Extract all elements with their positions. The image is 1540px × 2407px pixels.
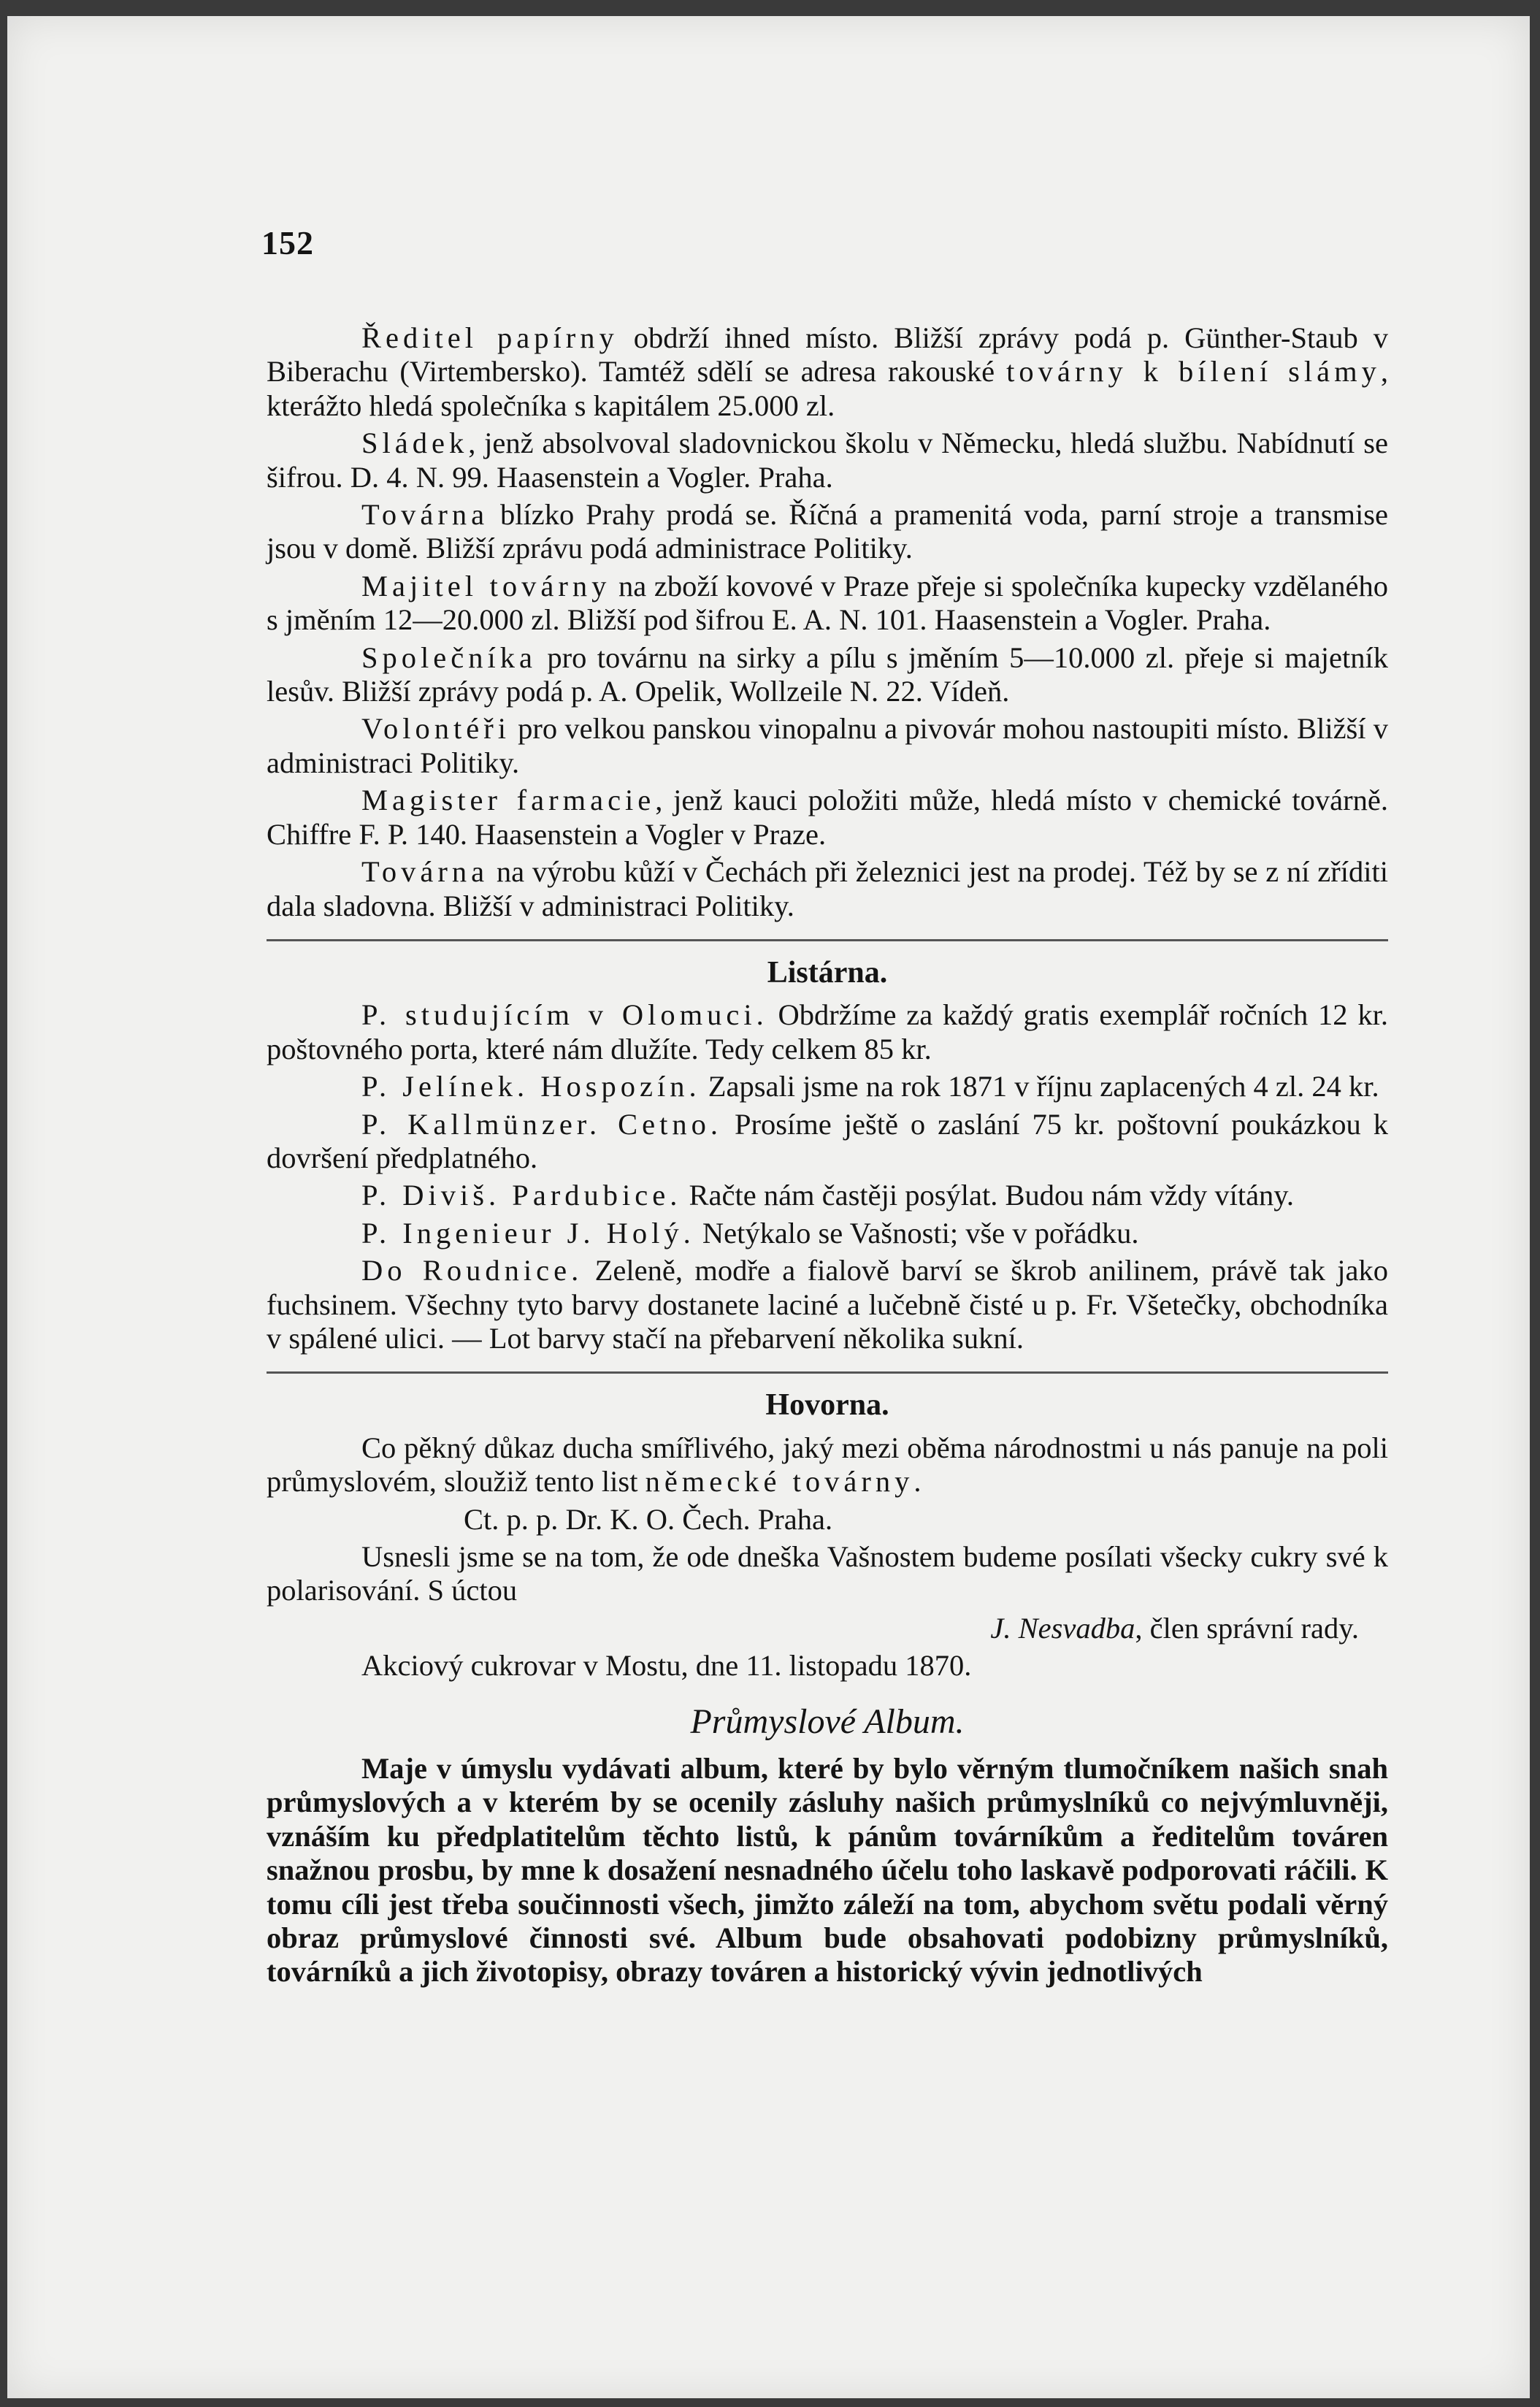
letter-text: Prosíme ještě o zaslání 75 kr. poštovní poukázkou k dovršení předplatného.: [267, 1107, 1388, 1174]
ad-text: , jenž kauci položiti může, hledá místo v chemické továrně. Chiffre F. P. 140. Haasenstein a Vogler v Praze.: [267, 784, 1388, 851]
album-heading: Průmyslové Album.: [690, 1702, 965, 1741]
hovorna-addressee: Ct. p. p. Dr. K. O. Čech. Praha.: [464, 1502, 833, 1536]
ad-lead: Volontéři: [361, 712, 510, 746]
letter-item: [267, 998, 1388, 1066]
letter-item: [267, 1070, 1388, 1103]
ad-paragraph: [267, 712, 1388, 780]
letter-text: Netýkalo se Vašnosti; vše v pořádku.: [694, 1216, 1139, 1250]
ad-text: pro továrnu na sirky a pílu s jměním 5—10.000 zl. přeje si majetník lesův. Bližší zprávy podá p. A. Opelik, Wollzeile N. 22. Vídeň.: [267, 640, 1388, 708]
ad-text: obdrží ihned místo. Bližší zprávy podá p. Günther-Staub v Biberachu (Virtembersko). Tamtéž sdělí se adresa rakouské: [267, 321, 1389, 389]
hovorna-text: Co pěkný důkaz ducha smířlivého, jaký mezi oběma národnostmi u nás panuje na poli průmyslovém, sloužiž tento list: [267, 1431, 1388, 1499]
ad-paragraph: [267, 321, 1388, 423]
signature-name: J. Nesvadba: [990, 1611, 1135, 1645]
letter-addressee: P. Kallmünzer. Cetno.: [361, 1107, 723, 1141]
letter-item: [267, 1108, 1388, 1176]
hovorna-paragraph: Usnesli jsme se na tom, že ode dneška Vašnostem budeme posílati všecky cukry své k polarisování. S úctou: [267, 1540, 1388, 1607]
hovorna-text: .: [913, 1465, 922, 1499]
ad-text: pro velkou panskou vinopalnu a pivovár mohou nastoupiti místo. Bližší v administraci Politiky.: [267, 712, 1388, 779]
ad-paragraph: [267, 426, 1388, 494]
ad-paragraph: [267, 641, 1388, 709]
ad-text: blízko Prahy prodá se. Říčná a pramenitá voda, parní stroje a transmise jsou v domě. Bližší zprávu podá administrace Politiky.: [267, 498, 1388, 565]
letter-text: Obdržíme za každý gratis exemplář ročních 12 kr. poštovného porta, které nám dlužíte. Tedy celkem 85 kr.: [267, 998, 1389, 1065]
ad-lead: Majitel továrny: [361, 569, 611, 602]
letter-text: Zeleně, modře a fialově barví se škrob anilinem, právě tak jako fuchsinem. Všechny tyto barvy dostanete laciné a lučebně čisté u p. Fr. Všetečky, obchodníka v spálené ulici. — Lot barvy stačí na přebarvení několika sukní.: [267, 1254, 1388, 1355]
page-content: [267, 321, 1388, 1993]
ad-lead: Sládek: [361, 426, 469, 460]
ad-lead: Společníka: [361, 640, 537, 674]
ad-text: na výrobu kůží v Čechách při železnici jest na prodej. Též by se z ní zříditi dala sladovna. Bližší v administraci Politiky.: [267, 855, 1388, 922]
letter-addressee: P. Ingenieur J. Holý.: [361, 1216, 695, 1250]
letter-addressee: P. Jelínek. Hospozín.: [361, 1070, 701, 1103]
hovorna-emphasis: německé továrny: [645, 1465, 914, 1499]
page-sheet: [7, 16, 1530, 2398]
letter-text: Račte nám častěji posýlat. Budou nám vždy vítány.: [681, 1179, 1295, 1212]
album-paragraph: Maje v úmyslu vydávati album, které by bylo věrným tlumočníkem našich snah průmyslových a v kterém by se ocenily zásluhy našich průmyslníků co nejvýmluvněji, vznáším ku předplatitelům těchto listů, k pánům továrníkům a ředitelům továren snažnou prosbu, by mne k dosažení nesnadného účelu toho laskavě podporovati ráčili. K tomu cíli jest třeba součinnosti všech, jimžto záleží na tom, abychom světu podali věrný obraz průmyslové činnosti své. Album bude obsahovati podobizny průmyslníků, továrníků a jich životopisy, obrazy továren a historický vývin jednotlivých: [267, 1752, 1388, 1989]
ad-text: , jenž absolvoval sladovnickou školu v Německu, hledá službu. Nabídnutí se šifrou. D. 4. N. 99. Haasenstein a Vogler. Praha.: [267, 426, 1388, 494]
letter-addressee: Do Roudnice.: [361, 1254, 583, 1287]
ad-lead: Ředitel papírny: [361, 321, 618, 354]
signature-role: , člen správní rady.: [1135, 1611, 1359, 1645]
letter-addressee: P. studujícím v Olomuci.: [361, 998, 768, 1032]
ad-paragraph: [267, 498, 1388, 566]
page-number: 152: [261, 224, 314, 261]
letter-addressee: P. Diviš. Pardubice.: [361, 1179, 682, 1212]
section-divider: [267, 939, 1388, 941]
ad-paragraph: [267, 784, 1388, 852]
ad-text: , kterážto hledá společníka s kapitálem 25.000 zl.: [267, 355, 1388, 422]
ad-paragraph: [267, 855, 1388, 923]
letter-item: [267, 1179, 1388, 1212]
ad-lead: Magister farmacie: [361, 784, 656, 817]
letter-text: Zapsali jsme na rok 1871 v říjnu zaplacených 4 zl. 24 kr.: [700, 1070, 1379, 1103]
hovorna-heading: Hovorna.: [765, 1388, 889, 1423]
ad-paragraph: [267, 570, 1388, 638]
listarna-heading: Listárna.: [767, 955, 888, 990]
letter-item: [267, 1217, 1388, 1250]
hovorna-paragraph: [267, 1431, 1388, 1499]
section-divider: [267, 1371, 1388, 1374]
hovorna-signature: [267, 1612, 1388, 1645]
ad-lead: továrny k bílení slámy: [1006, 355, 1381, 389]
hovorna-place-date: Akciový cukrovar v Mostu, dne 11. listopadu 1870.: [361, 1649, 972, 1683]
ad-lead: Továrna: [361, 498, 489, 532]
ad-lead: Továrna: [361, 855, 489, 889]
letter-item: [267, 1254, 1388, 1355]
ad-text: na zboží kovové v Praze přeje si společníka kupecky vzdělaného s jměním 12—20.000 zl. Bližší pod šifrou E. A. N. 101. Haasenstein a Vogler. Praha.: [267, 569, 1388, 637]
